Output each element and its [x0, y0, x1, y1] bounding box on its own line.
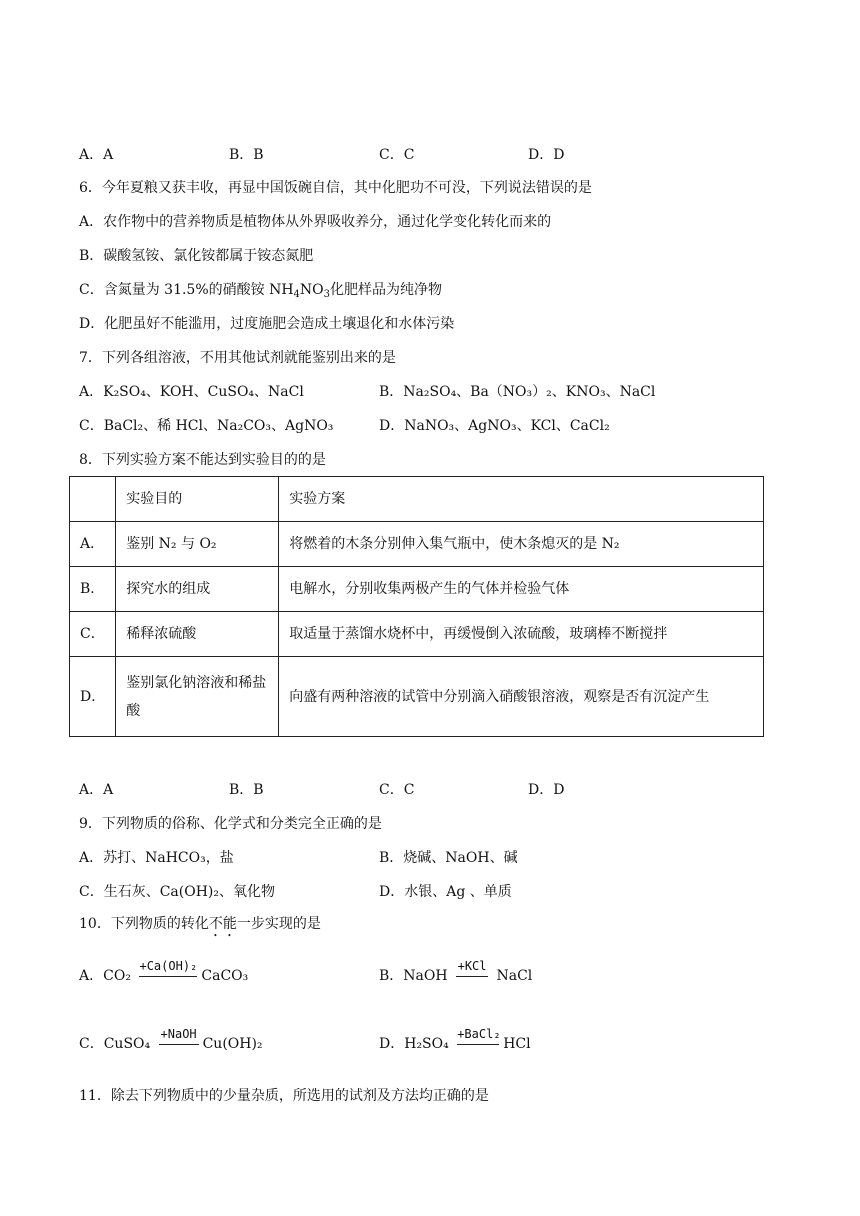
q10-option-b	[379, 958, 533, 986]
reaction-arrow-icon	[159, 1026, 199, 1045]
row-plan: 取适量于蒸馏水烧杯中，再缓慢倒入浓硫酸，玻璃棒不断搅拌	[279, 612, 764, 657]
q6-option-c-pre: C．含氮量为 31.5%的硝酸铵 NH	[79, 282, 294, 298]
q6-option-a: A．农作物中的营养物质是植物体从外界吸收养分，通过化学变化转化而来的	[79, 214, 552, 230]
reaction-arrow-icon	[456, 958, 488, 977]
q8-option-a: A．A	[79, 782, 114, 798]
q10-a-label: A．	[79, 968, 104, 984]
row-label: B．	[70, 567, 116, 612]
q8-header-cell	[70, 477, 116, 522]
q10-c-from: CuSO₄	[103, 1036, 151, 1052]
row-purpose: 鉴别 N₂ 与 O₂	[116, 522, 279, 567]
q8-option-d: D．D	[528, 782, 565, 798]
q10-a-from: CO₂	[103, 968, 131, 984]
row-label: C．	[70, 612, 116, 657]
q10-option-d	[379, 1026, 531, 1054]
q10-c-condition: +NaOH	[160, 1026, 197, 1041]
row-plan: 向盛有两种溶液的试管中分别滴入硝酸银溶液，观察是否有沉淀产生	[279, 657, 764, 737]
q10-stem-emphasis: 不能	[208, 916, 237, 932]
q8-header-purpose: 实验目的	[116, 477, 279, 522]
q6-option-d: D．化肥虽好不能滥用，过度施肥会造成土壤退化和水体污染	[79, 316, 455, 332]
table-row	[70, 612, 764, 657]
q5-option-a: A．A	[79, 147, 114, 163]
q5-option-d: D．D	[528, 147, 565, 163]
q10-stem-post: 一步实现的是	[236, 916, 321, 932]
q8-header-plan: 实验方案	[279, 477, 764, 522]
q7-option-d: D．NaNO₃、AgNO₃、KCl、CaCl₂	[379, 418, 610, 434]
table-row	[70, 522, 764, 567]
q8-option-c: C．C	[379, 782, 415, 798]
q10-a-to: CaCO₃	[201, 968, 249, 984]
q8-table-header	[70, 477, 764, 522]
q7-stem: 7．下列各组溶液，不用其他试剂就能鉴别出来的是	[79, 350, 396, 366]
row-plan: 电解水，分别收集两极产生的气体并检验气体	[279, 567, 764, 612]
row-purpose: 稀释浓硫酸	[116, 612, 279, 657]
q7-option-c: C．BaCl₂、稀 HCl、Na₂CO₃、AgNO₃	[79, 418, 334, 434]
q10-c-to: Cu(OH)₂	[202, 1036, 263, 1052]
reaction-arrow-icon	[139, 958, 198, 977]
q10-d-to: HCl	[503, 1036, 531, 1052]
q9-option-a: A．苏打、NaHCO₃，盐	[79, 850, 234, 866]
q10-stem-pre: 10．下列物质的转化	[79, 916, 209, 932]
q10-b-condition: +KCl	[457, 958, 487, 973]
q10-b-to: NaCl	[496, 968, 533, 984]
q10-option-c	[79, 1026, 263, 1054]
q9-option-b: B．烧碱、NaOH、碱	[379, 850, 518, 866]
q10-stem	[79, 914, 321, 940]
q10-b-from: NaOH	[403, 968, 448, 984]
row-purpose: 鉴别氯化钠溶液和稀盐酸	[116, 657, 279, 737]
q10-d-from: H₂SO₄	[404, 1036, 449, 1052]
q6-option-b: B．碳酸氢铵、氯化铵都属于铵态氮肥	[79, 248, 314, 264]
q6-option-c: C．含氮量为 31.5%的硝酸铵 $NH_4NO_3$化肥样品为纯净物	[79, 282, 443, 300]
q10-b-label: B．	[379, 968, 404, 984]
q9-option-c: C．生石灰、Ca(OH)₂、氧化物	[79, 884, 275, 900]
row-label: D．	[70, 657, 116, 737]
q10-d-condition: +BaCl₂	[457, 1026, 501, 1041]
row-label: A．	[70, 522, 116, 567]
q7-option-a: A．K₂SO₄、KOH、CuSO₄、NaCl	[79, 384, 304, 400]
q9-option-d: D．水银、Ag 、单质	[379, 884, 512, 900]
row-plan: 将燃着的木条分别伸入集气瓶中，使木条熄灭的是 N₂	[279, 522, 764, 567]
q8-option-b: B．B	[229, 782, 264, 798]
q10-a-condition: +Ca(OH)₂	[139, 958, 198, 973]
q7-option-b: B．Na₂SO₄、Ba（NO₃）₂、KNO₃、NaCl	[379, 384, 656, 400]
q9-stem: 9．下列物质的俗称、化学式和分类完全正确的是	[79, 816, 382, 832]
row-purpose: 探究水的组成	[116, 567, 279, 612]
q11-stem: 11．除去下列物质中的少量杂质，所选用的试剂及方法均正确的是	[79, 1088, 489, 1104]
q5-option-b: B．B	[229, 147, 264, 163]
table-row	[70, 567, 764, 612]
q6-stem: 6．今年夏粮又获丰收，再显中国饭碗自信，其中化肥功不可没，下列说法错误的是	[79, 180, 592, 196]
q8-table	[69, 476, 764, 737]
q5-option-c: C．C	[379, 147, 415, 163]
table-row	[70, 657, 764, 737]
q10-option-a	[79, 958, 249, 986]
q8-stem: 8．下列实验方案不能达到实验目的的是	[79, 452, 326, 468]
q6-option-c-mid: NO	[299, 282, 324, 298]
q6-option-c-post: 化肥样品为纯净物	[330, 282, 443, 298]
reaction-arrow-icon	[457, 1026, 501, 1045]
q10-c-label: C．	[79, 1036, 104, 1052]
q10-d-label: D．	[379, 1036, 405, 1052]
